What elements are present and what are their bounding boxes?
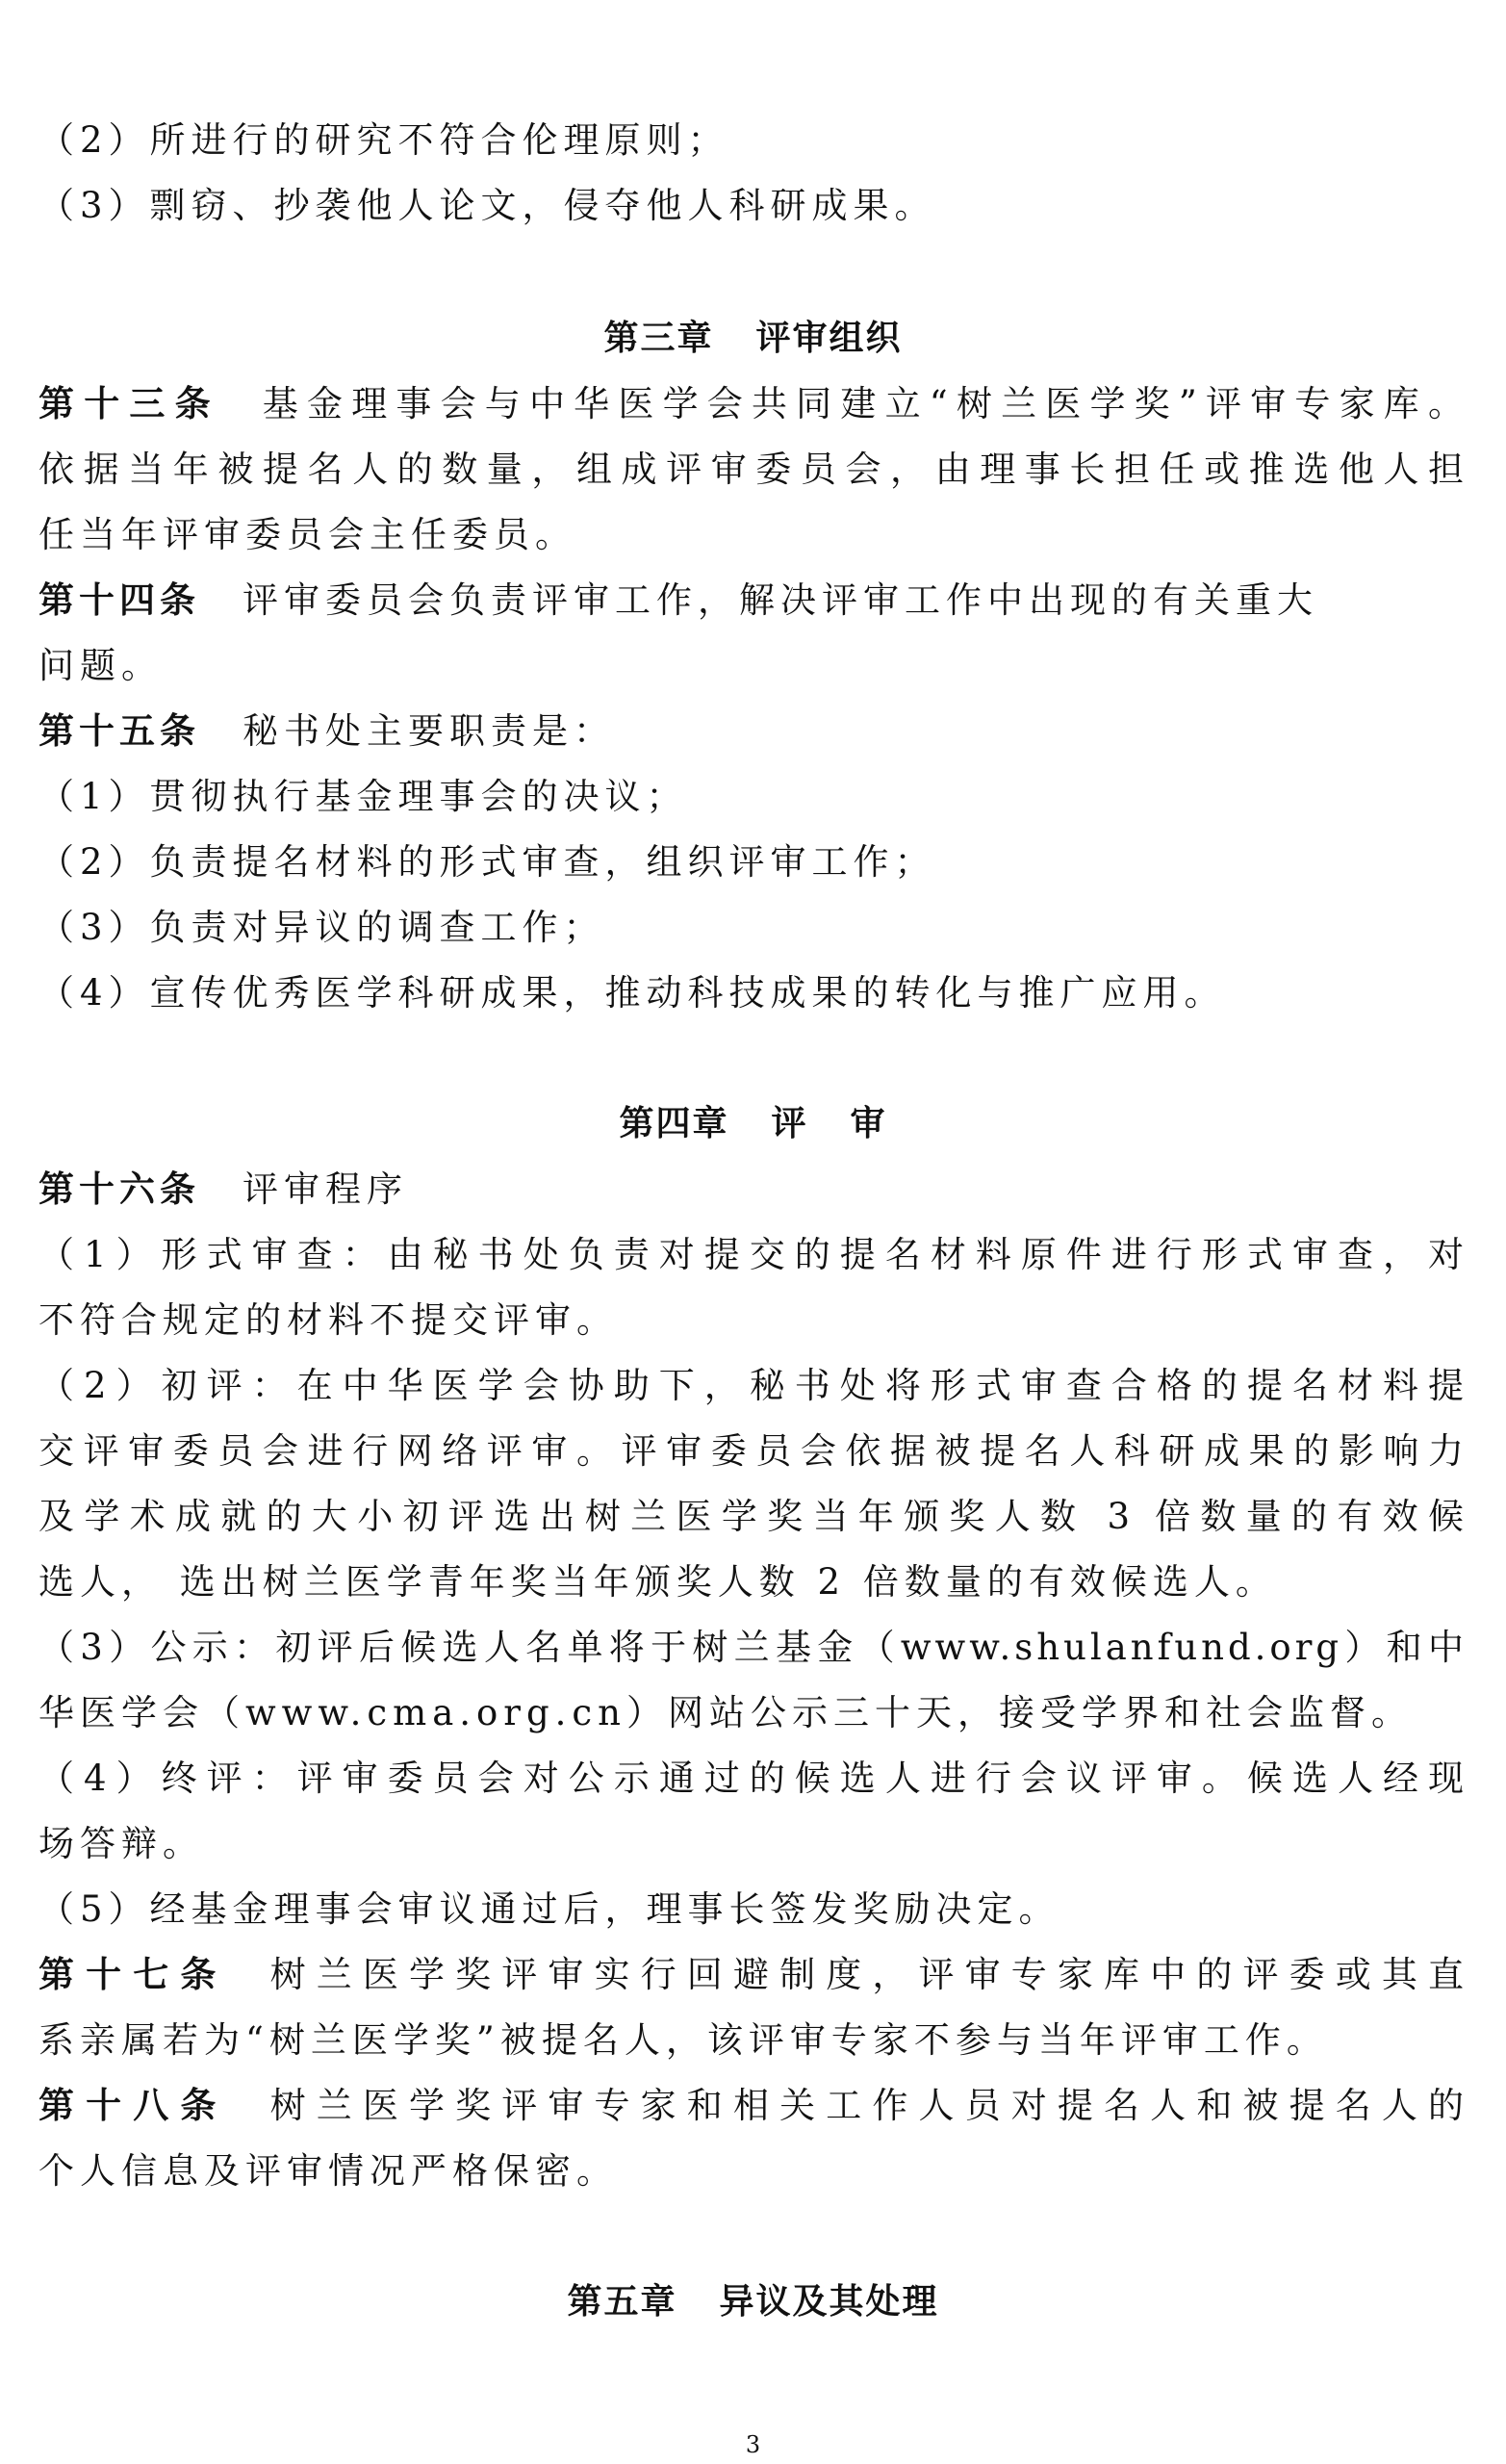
text-line: 选人， 选出树兰医学青年奖当年颁奖人数 2 倍数量的有效候选人。 xyxy=(38,1561,1277,1603)
text-line: （2）初评：在中华医学会协助下，秘书处将形式审查合格的提名材料提 xyxy=(38,1365,1468,1406)
chapter-3-heading xyxy=(0,306,1506,372)
list-item: （1）贯彻执行基金理事会的决议； xyxy=(38,776,688,817)
text-line: 交评审委员会进行网络评审。评审委员会依据被提名人科研成果的影响力 xyxy=(38,1430,1468,1472)
article-16-line xyxy=(38,1157,1468,1222)
text-line: 依据当年被提名人的数量，组成评审委员会，由理事长担任或推选他人担 xyxy=(38,449,1468,490)
chapter-number: 第四章 xyxy=(619,1104,729,1143)
article-17-line xyxy=(38,1942,1468,2008)
text-line: 个人信息及评审情况严格保密。 xyxy=(38,2150,618,2192)
article-label: 第十六条 xyxy=(38,1168,200,1210)
chapter-title-char: 评 xyxy=(771,1104,808,1143)
chapter-title-char: 审 xyxy=(850,1104,887,1143)
text-line: 问题。 xyxy=(38,645,163,686)
article-text: 秘书处主要职责是： xyxy=(242,710,615,752)
article-14-line xyxy=(38,568,1468,633)
text-line: 场答辩。 xyxy=(38,1823,204,1864)
chapter-5-heading xyxy=(0,2270,1506,2335)
list-item: （2）负责提名材料的形式审查，组织评审工作； xyxy=(38,841,936,883)
article-label: 第十五条 xyxy=(38,710,200,752)
chapter-number: 第五章 xyxy=(567,2282,677,2322)
text-line: 华医学会（www.cma.org.cn）网站公示三十天，接受学界和社会监督。 xyxy=(38,1692,1413,1733)
article-text: 基金理事会与中华医学会共同建立“树兰医学奖”评审专家库。 xyxy=(262,383,1468,424)
page-number: 3 xyxy=(745,2431,761,2458)
text-line: （3）公示：初评后候选人名单将于树兰基金（www.shulanfund.org）和中 xyxy=(38,1627,1468,1668)
article-label: 第十八条 xyxy=(38,2085,228,2126)
list-item: （3）负责对异议的调查工作； xyxy=(38,907,605,948)
article-label: 第十四条 xyxy=(38,579,200,621)
text-line: 及学术成就的大小初评选出树兰医学奖当年颁奖人数 3 倍数量的有效候 xyxy=(38,1496,1468,1537)
article-text: 树兰医学奖评审实行回避制度，评审专家库中的评委或其直 xyxy=(269,1954,1468,1995)
text-line: （4）终评：评审委员会对公示通过的候选人进行会议评审。候选人经现 xyxy=(38,1758,1468,1799)
chapter-title: 异议及其处理 xyxy=(719,2282,939,2322)
article-label: 第十七条 xyxy=(38,1954,228,1995)
text-line: 不符合规定的材料不提交评审。 xyxy=(38,1299,618,1341)
text-line: （5）经基金理事会审议通过后，理事长签发奖励决定。 xyxy=(38,1888,1060,1930)
article-text: 树兰医学奖评审专家和相关工作人员对提名人和被提名人的 xyxy=(269,2085,1468,2126)
text-line: （3）剽窃、抄袭他人论文，侵夺他人科研成果。 xyxy=(38,185,936,226)
list-item: （4）宣传优秀医学科研成果，推动科技成果的转化与推广应用。 xyxy=(38,972,1226,1014)
chapter-number: 第三章 xyxy=(603,319,714,358)
text-line: 系亲属若为“树兰医学奖”被提名人，该评审专家不参与当年评审工作。 xyxy=(38,2019,1328,2061)
text-line: （1）形式审查：由秘书处负责对提交的提名材料原件进行形式审查，对 xyxy=(38,1234,1468,1275)
text-line: （2）所进行的研究不符合伦理原则； xyxy=(38,119,729,161)
text-line: 任当年评审委员会主任委员。 xyxy=(38,514,576,555)
article-13-line xyxy=(38,372,1468,437)
article-18-line xyxy=(38,2073,1468,2139)
chapter-4-heading xyxy=(0,1091,1506,1157)
article-label: 第十三条 xyxy=(38,383,220,424)
article-15-line xyxy=(38,699,1468,764)
article-text: 评审委员会负责评审工作，解决评审工作中出现的有关重大 xyxy=(242,579,1318,621)
article-text: 评审程序 xyxy=(242,1168,408,1210)
chapter-title: 评审组织 xyxy=(755,319,903,358)
